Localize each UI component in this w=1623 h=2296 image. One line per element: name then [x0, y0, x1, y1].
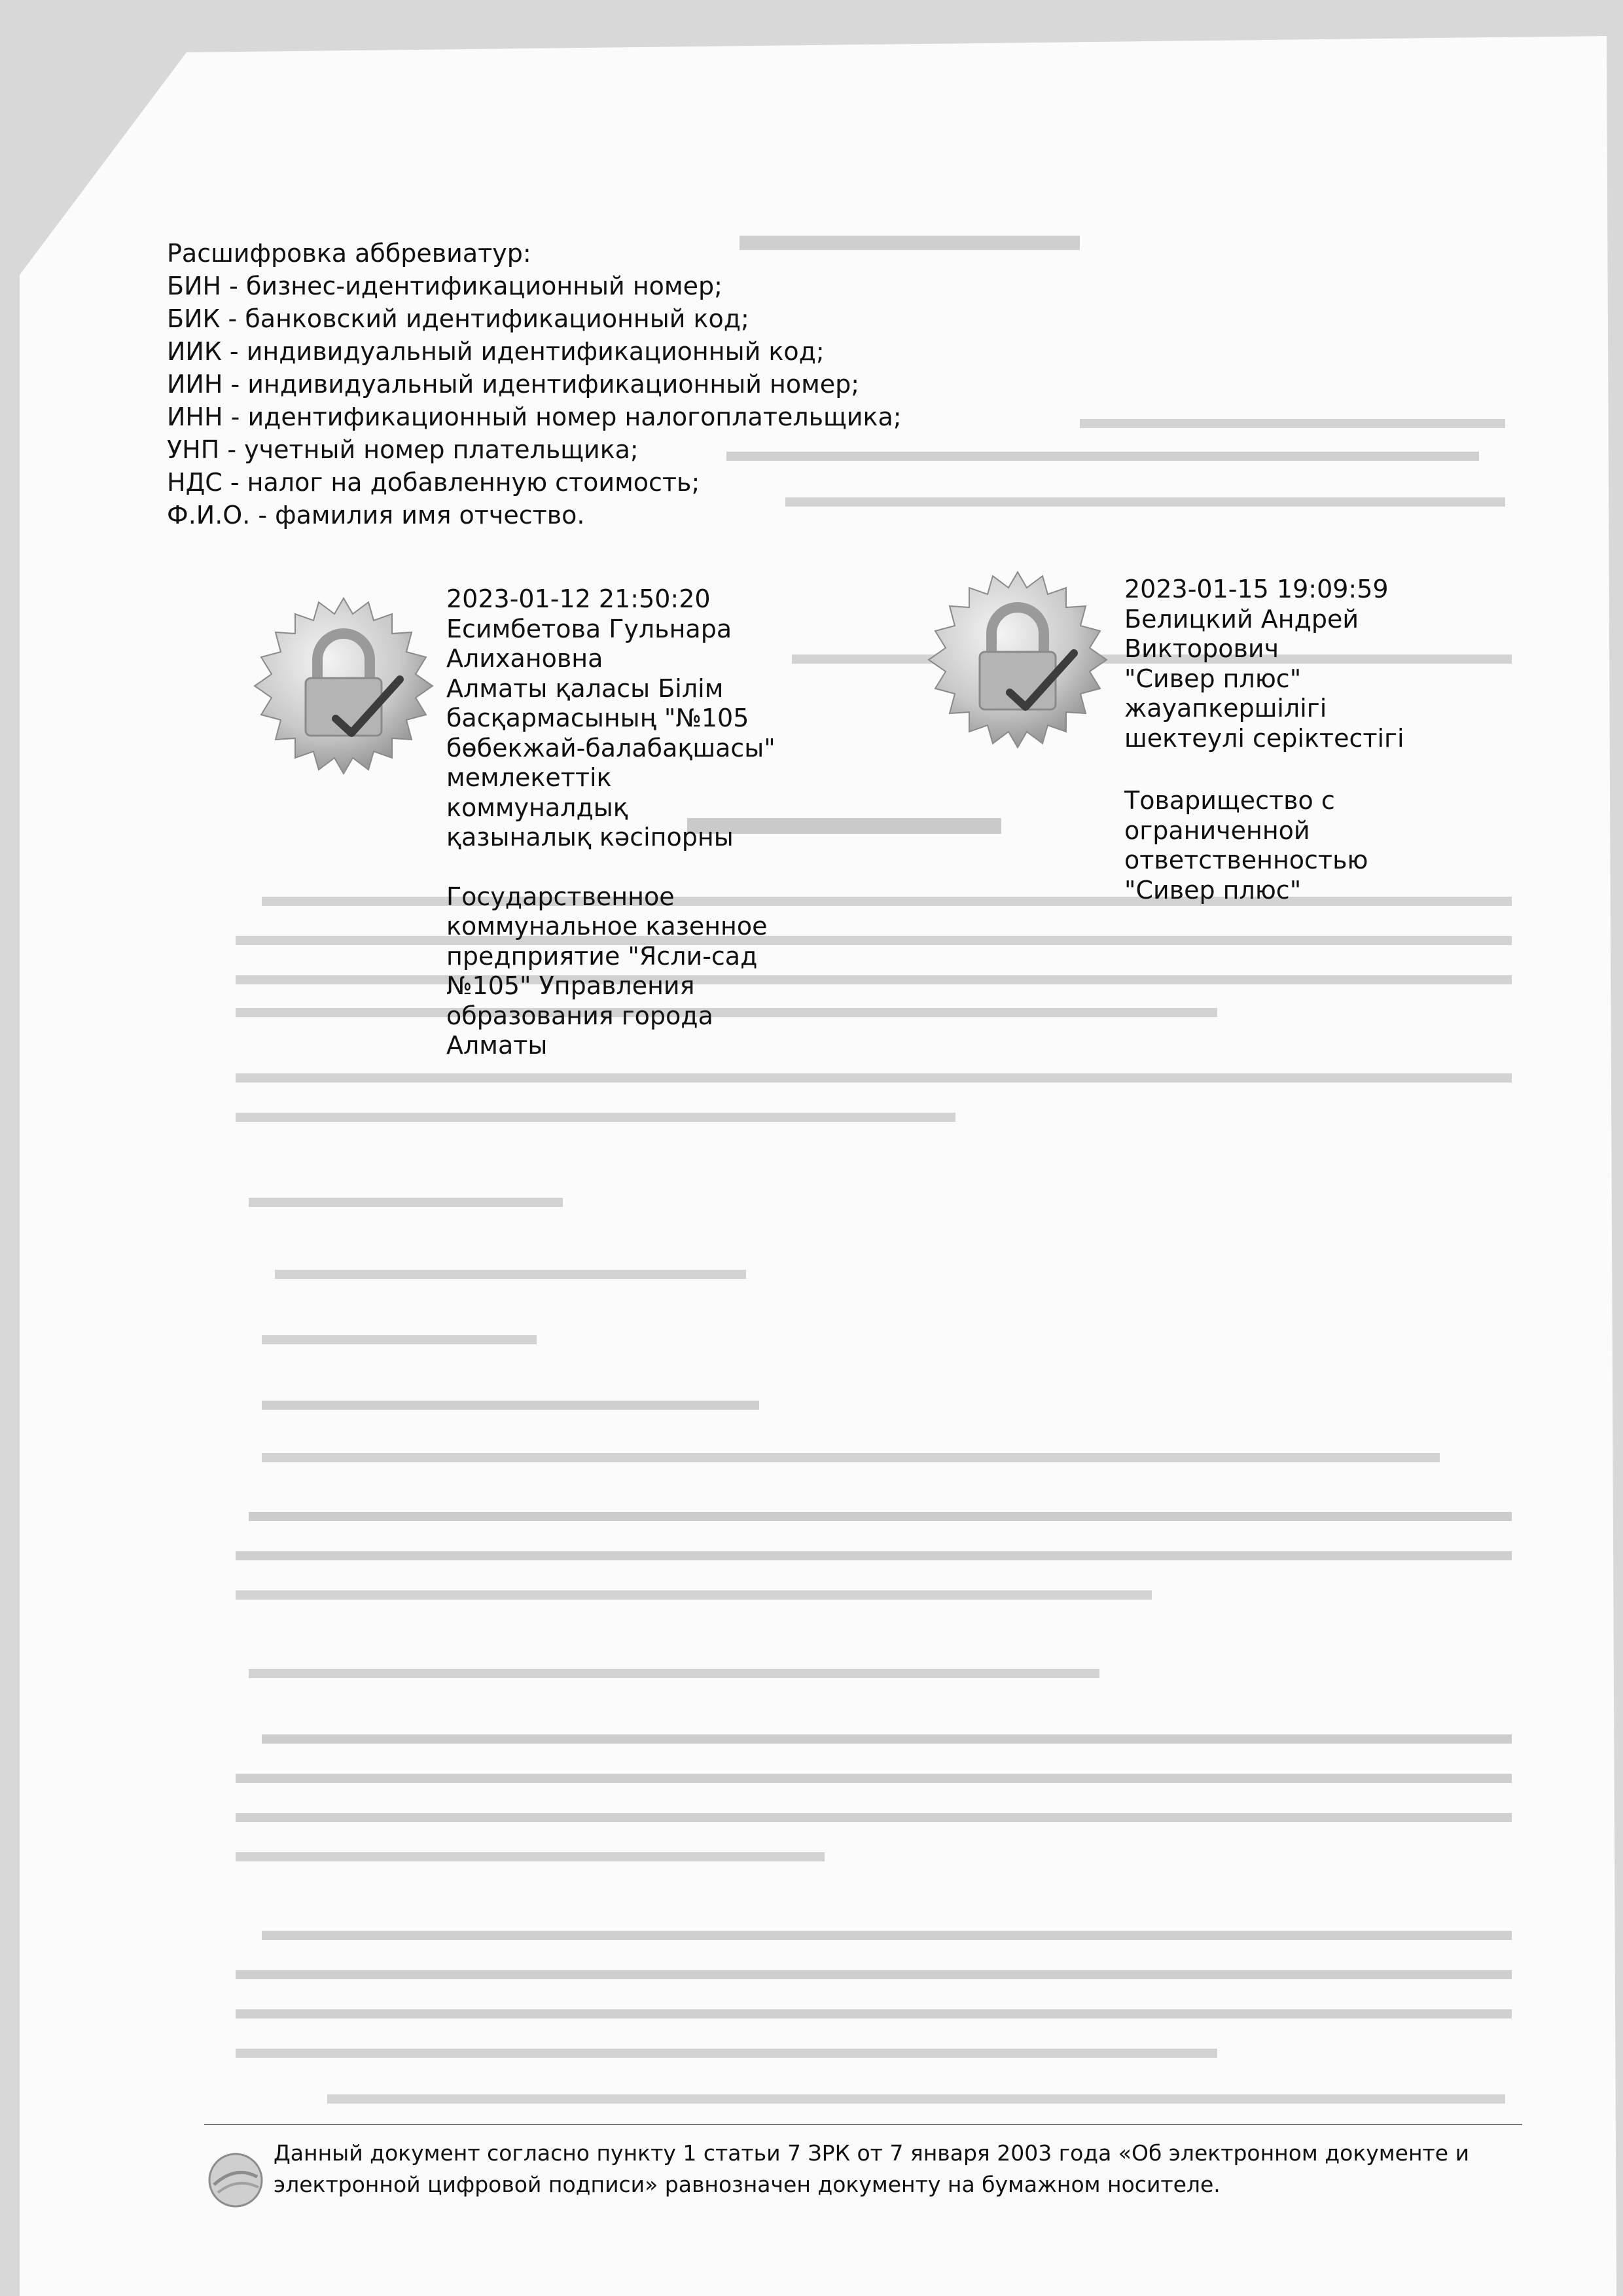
abbreviation-item: БИК - банковский идентификационный код;: [167, 304, 749, 333]
signer-name: Викторович: [1124, 634, 1279, 663]
signature-block-2: [1124, 575, 1404, 905]
footer-line: Данный документ согласно пункту 1 статьи 7 ЗРК от 7 января 2003 года «Об электронном документе и: [274, 2140, 1470, 2166]
organization-ru: коммунальное казенное: [446, 912, 768, 941]
signature-block-1: [446, 584, 776, 1061]
organization-kz: шектеулі серіктестігі: [1124, 723, 1404, 753]
abbreviation-item: УНП - учетный номер плательщика;: [167, 435, 639, 464]
abbreviation-item: ИНН - идентификационный номер налогоплательщика;: [167, 403, 902, 431]
footer-legal-notice: [274, 2138, 1469, 2200]
abbreviation-item: НДС - налог на добавленную стоимость;: [167, 468, 700, 497]
organization-kz: жауапкершілігі: [1124, 694, 1327, 723]
organization-ru: Государственное: [446, 882, 675, 911]
organization-kz: басқармасының "№105: [446, 704, 749, 732]
organization-ru: образования города: [446, 1001, 713, 1030]
signer-name: Есимбетова Гульнара: [446, 614, 732, 643]
abbreviation-item: Ф.И.О. - фамилия имя отчество.: [167, 501, 585, 529]
organization-ru: Товарищество с: [1124, 786, 1335, 815]
digital-signature-seal-icon: [926, 568, 1109, 751]
organization-kz: қазыналық кәсіпорны: [446, 823, 734, 852]
organization-ru: Алматы: [446, 1031, 548, 1060]
footer-line: электронной цифровой подписи» равнозначен документу на бумажном носителе.: [274, 2172, 1221, 2197]
digital-signature-seal-icon: [252, 594, 435, 778]
organization-kz: "Сивер плюс": [1124, 664, 1302, 693]
signer-name: Белицкий Андрей: [1124, 604, 1359, 634]
organization-kz: мемлекеттік: [446, 763, 612, 792]
egov-logo-icon: [206, 2151, 265, 2210]
organization-ru: "Сивер плюс": [1124, 875, 1302, 905]
abbreviation-item: ИИК - индивидуальный идентификационный код;: [167, 337, 825, 366]
signer-name: Алихановна: [446, 644, 603, 673]
organization-kz: Алматы қаласы Білім: [446, 673, 724, 703]
abbreviations-heading: Расшифровка аббревиатур:: [167, 239, 531, 268]
abbreviations-legend: [167, 237, 902, 531]
organization-ru: ответственностью: [1124, 846, 1368, 874]
signature-timestamp: 2023-01-12 21:50:20: [446, 584, 711, 613]
organization-ru: предприятие "Ясли-сад: [446, 941, 758, 971]
footer-divider: [204, 2124, 1522, 2125]
abbreviation-item: БИН - бизнес-идентификационный номер;: [167, 272, 722, 300]
organization-ru: №105" Управления: [446, 971, 695, 1000]
organization-kz: бөбекжай-балабақшасы": [446, 733, 776, 762]
organization-ru: ограниченной: [1124, 816, 1310, 845]
abbreviation-item: ИИН - индивидуальный идентификационный номер;: [167, 370, 860, 399]
signature-timestamp: 2023-01-15 19:09:59: [1124, 575, 1389, 603]
organization-kz: коммуналдық: [446, 793, 628, 822]
